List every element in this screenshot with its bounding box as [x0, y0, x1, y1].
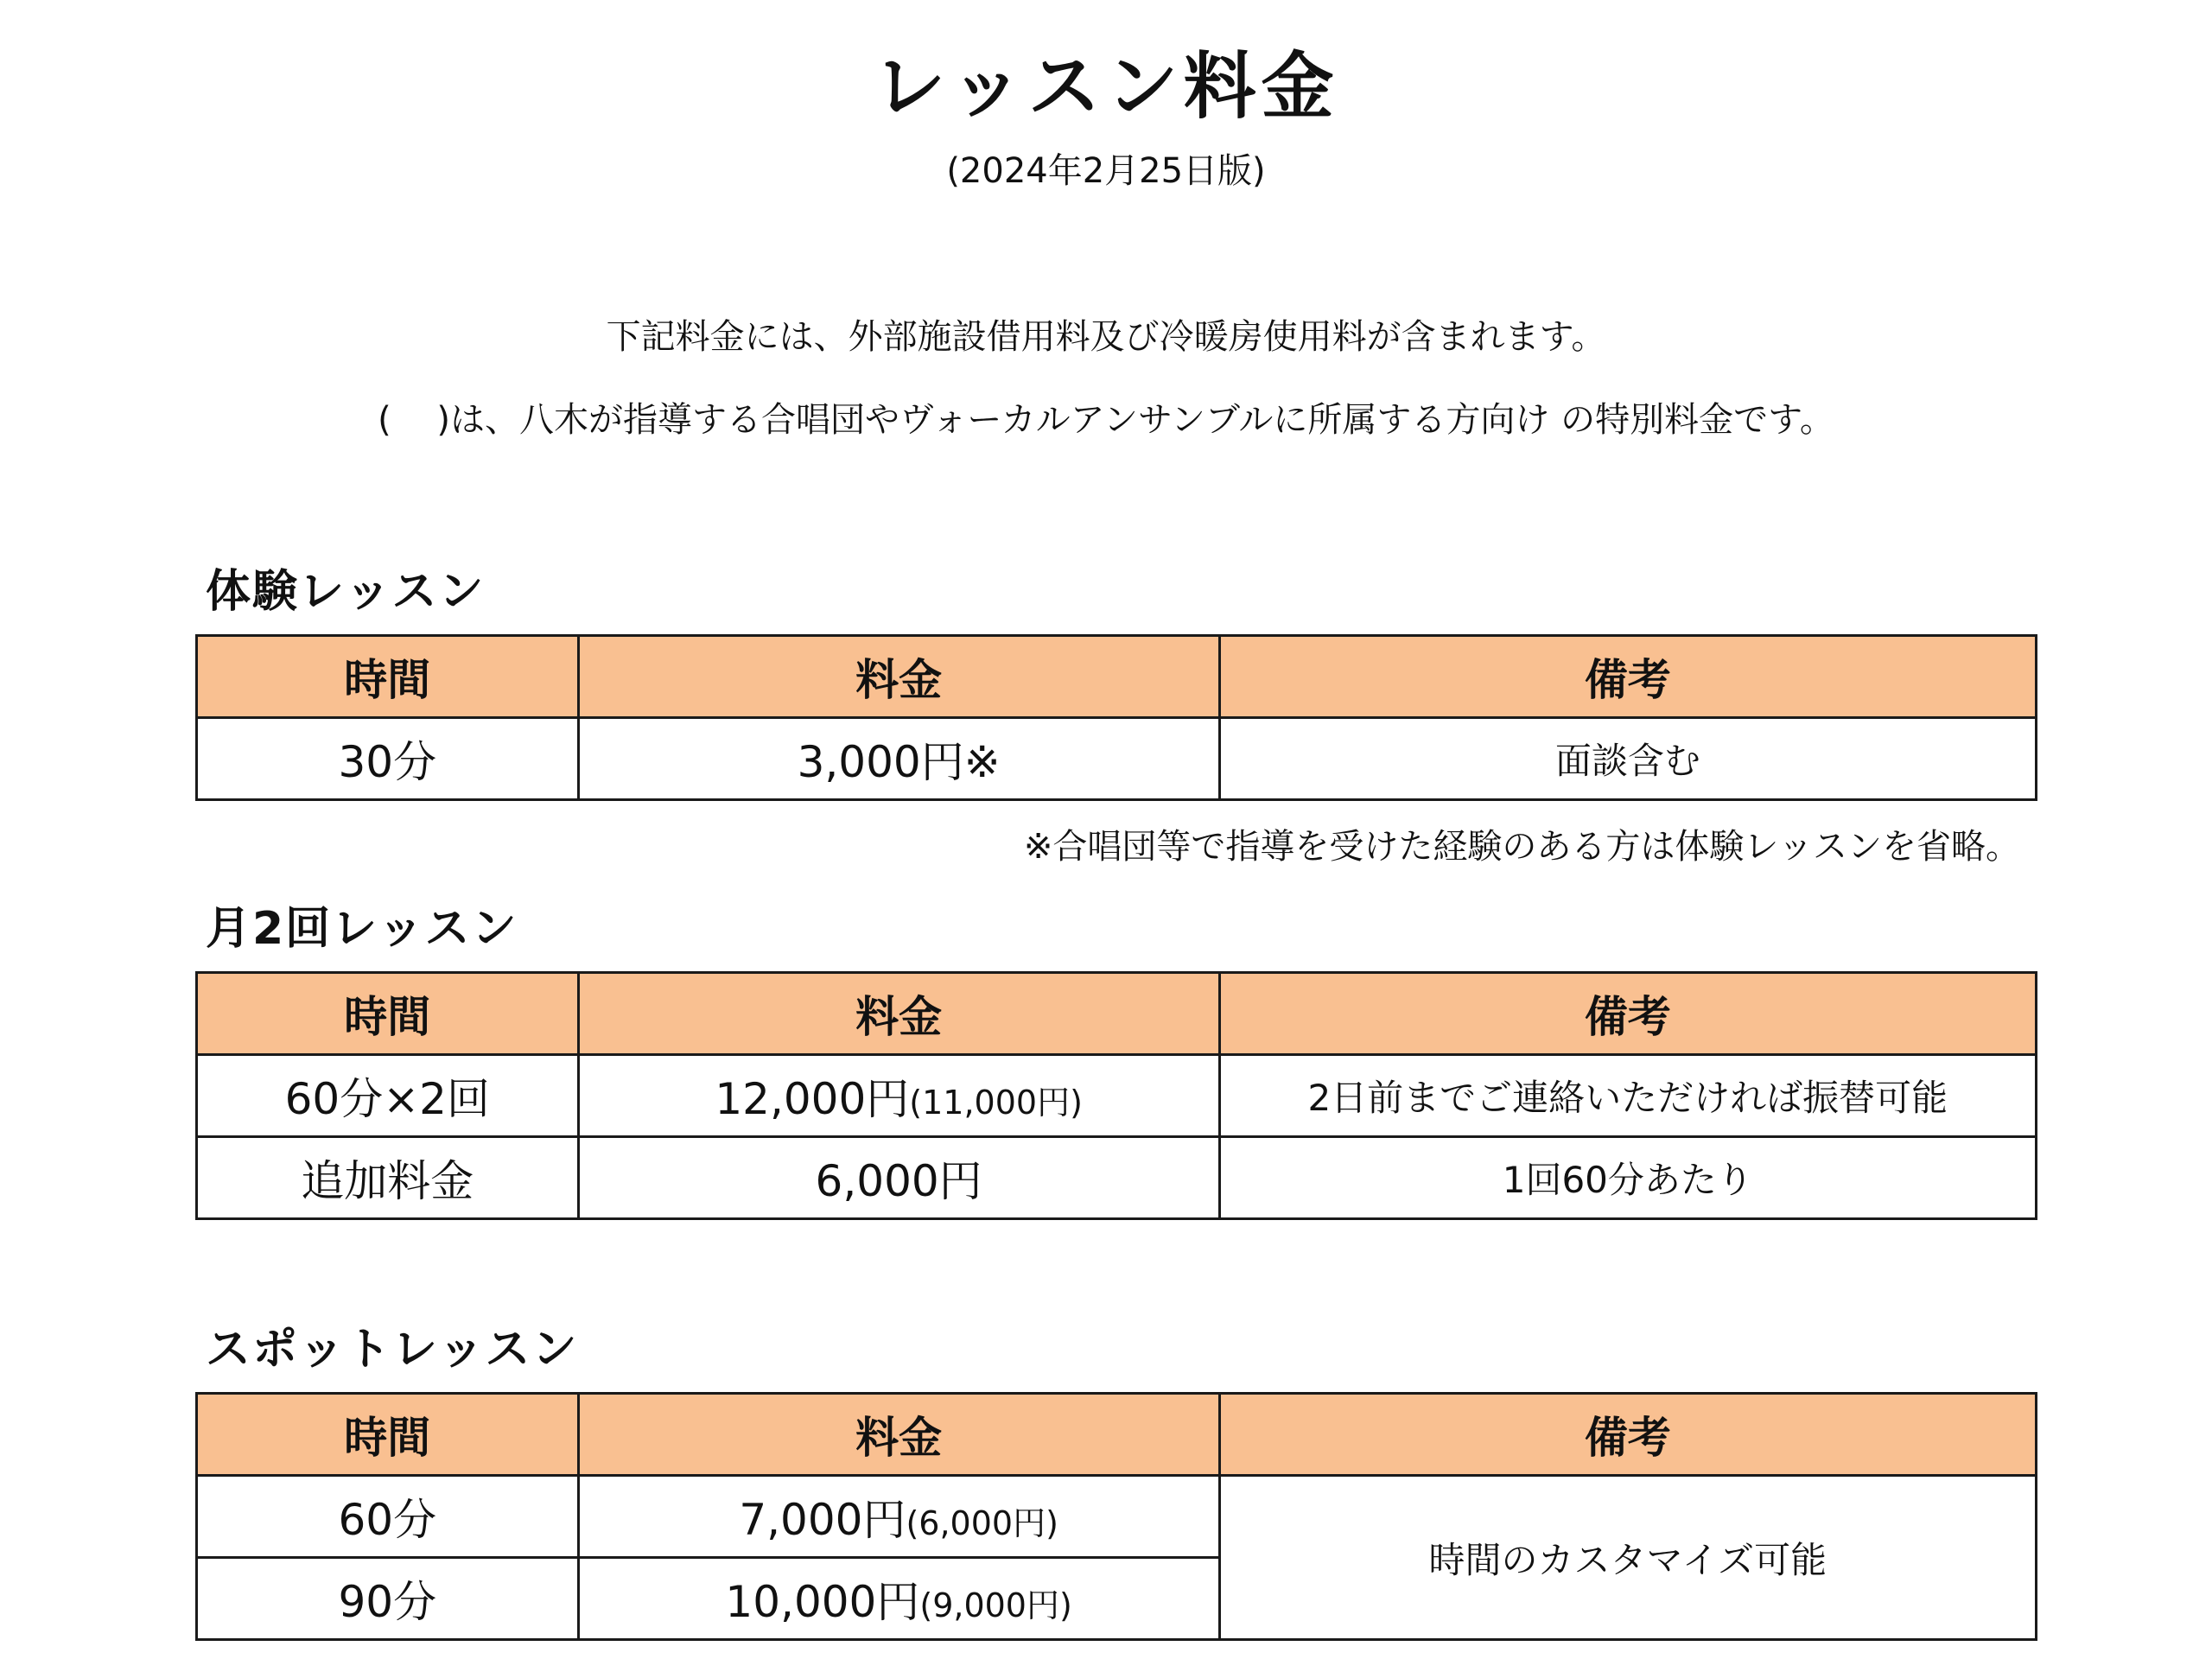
special-fee-note: ( )は、八木が指導する合唱団やヴォーカルアンサンブルに所属する方向け の特別料金です。 — [378, 400, 1834, 440]
trial-lesson-table — [195, 634, 2037, 801]
section-title-trial: 体験レッスン — [206, 566, 486, 618]
fee-value: 6,000円 — [815, 1156, 982, 1206]
header-fee: 料金 — [578, 636, 1219, 718]
special-fee-value: (11,000円) — [909, 1084, 1083, 1122]
table-row — [197, 1055, 2037, 1137]
table-row — [197, 718, 2037, 800]
fee-value: 10,000円 — [725, 1577, 920, 1627]
edition-date: (2024年2月25日版) — [946, 151, 1266, 191]
table-header-row — [197, 636, 2037, 718]
table-header-row — [197, 973, 2037, 1055]
fee-cell — [578, 1558, 1219, 1640]
time-cell: 90分 — [197, 1558, 579, 1640]
time-cell: 60分×2回 — [197, 1055, 579, 1137]
header-note: 備考 — [1219, 1394, 2036, 1476]
fee-value: 7,000円 — [739, 1495, 906, 1545]
table-row — [197, 1476, 2037, 1558]
table-row — [197, 1137, 2037, 1219]
header-time: 時間 — [197, 1394, 579, 1476]
note-cell: 2日前までご連絡いただければ振替可能 — [1219, 1055, 2036, 1137]
table-header-row — [197, 1394, 2037, 1476]
fee-cell — [578, 1137, 1219, 1219]
time-cell: 追加料金 — [197, 1137, 579, 1219]
fee-value: 12,000円 — [715, 1074, 910, 1124]
header-note: 備考 — [1219, 636, 2036, 718]
time-cell: 30分 — [197, 718, 579, 800]
header-fee: 料金 — [578, 1394, 1219, 1476]
header-time: 時間 — [197, 973, 579, 1055]
header-note: 備考 — [1219, 973, 2036, 1055]
trial-footnote: ※合唱団等で指導を受けた経験のある方は体験レッスンを省略。 — [1023, 827, 2020, 867]
fee-value: 3,000円※ — [797, 737, 1001, 787]
fee-cell — [578, 1476, 1219, 1558]
time-cell: 60分 — [197, 1476, 579, 1558]
section-title-spot: スポットレッスン — [206, 1324, 579, 1376]
fee-cell — [578, 1055, 1219, 1137]
monthly-lesson-table — [195, 971, 2037, 1220]
section-title-monthly: 月2回レッスン — [206, 903, 518, 955]
special-fee-value: (9,000円) — [919, 1586, 1072, 1624]
note-cell: 時間のカスタマイズ可能 — [1219, 1476, 2036, 1640]
fee-inclusion-note: 下記料金には、外部施設借用料及び冷暖房使用料が含まれます。 — [606, 317, 1606, 357]
page-title: レッスン料金 — [873, 44, 1339, 129]
spot-lesson-table — [195, 1392, 2037, 1641]
special-fee-value: (6,000円) — [906, 1504, 1058, 1542]
header-time: 時間 — [197, 636, 579, 718]
fee-cell — [578, 718, 1219, 800]
note-cell: 面談含む — [1219, 718, 2036, 800]
note-cell: 1回60分あたり — [1219, 1137, 2036, 1219]
header-fee: 料金 — [578, 973, 1219, 1055]
